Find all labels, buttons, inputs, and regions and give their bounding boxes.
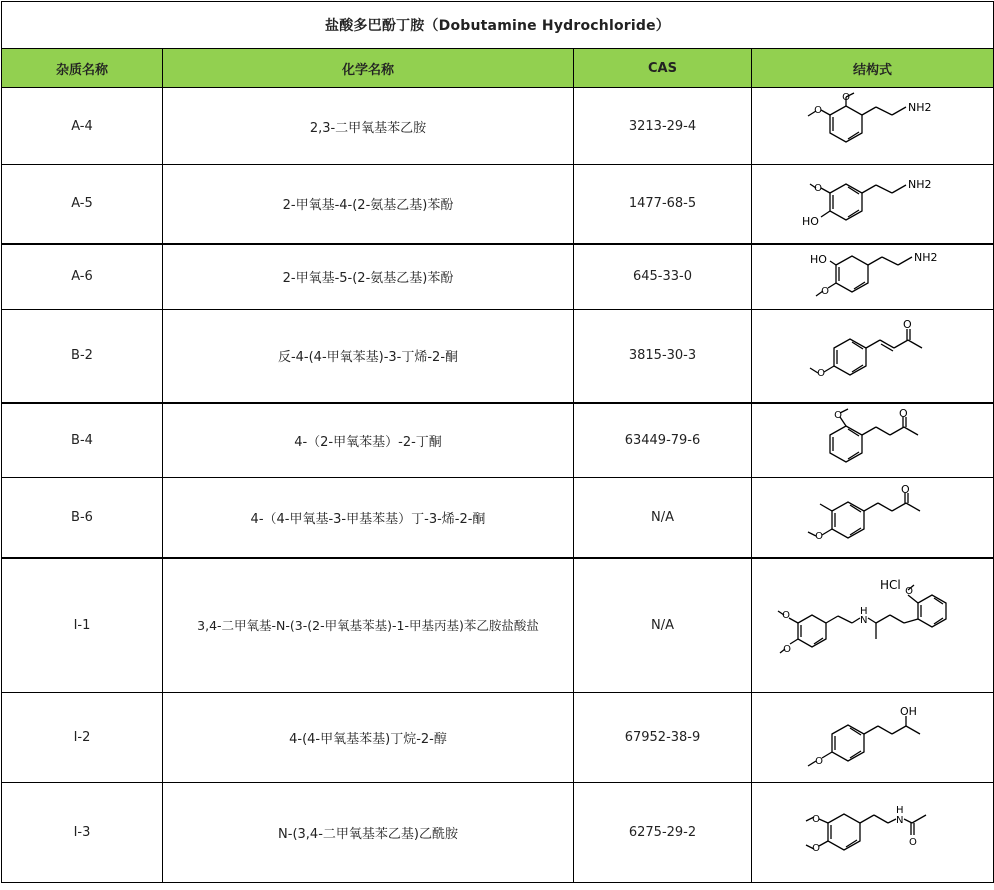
svg-text:O: O [811, 813, 820, 825]
structure-i1-diagram [758, 563, 988, 688]
cas-number: 67952-38-9 [574, 693, 752, 783]
structure-i2-diagram [788, 698, 958, 778]
structure-label: H [859, 605, 868, 617]
structure-cell [752, 88, 994, 165]
structure-label: O [902, 317, 912, 331]
header-impurity-name: 杂质名称 [2, 49, 163, 88]
structure-b4-diagram [788, 405, 958, 475]
table-title: 盐酸多巴酚丁胺（Dobutamine Hydrochloride） [2, 2, 994, 49]
cas-number: 3213-29-4 [574, 88, 752, 165]
table-row [2, 783, 994, 883]
svg-text:O: O [813, 182, 822, 194]
impurity-id: I-1 [2, 558, 163, 693]
svg-text:O: O [814, 531, 823, 543]
table-row [2, 165, 994, 244]
structure-cell [752, 165, 994, 244]
chemical-name: 2-甲氧基-5-(2-氨基乙基)苯酚 [163, 244, 574, 310]
structure-cell [752, 310, 994, 403]
structure-label: HO [809, 252, 827, 266]
structure-label: O [898, 407, 908, 421]
structure-b2-diagram [788, 316, 958, 396]
svg-text:O: O [813, 105, 822, 116]
structure-cell [752, 693, 994, 783]
impurity-id: I-2 [2, 693, 163, 783]
cas-number: 63449-79-6 [574, 403, 752, 478]
chemical-name: 4-（2-甲氧苯基）-2-丁酮 [163, 403, 574, 478]
cas-number: 3815-30-3 [574, 310, 752, 403]
svg-text:O: O [816, 367, 825, 379]
svg-text:N: N [895, 814, 903, 826]
svg-text:O: O [814, 755, 823, 767]
table-row [2, 310, 994, 403]
structure-a5-diagram [788, 169, 958, 239]
structure-b6-diagram [788, 481, 958, 553]
impurity-id: A-5 [2, 165, 163, 244]
impurity-id: I-3 [2, 783, 163, 883]
header-chemical-name: 化学名称 [163, 49, 574, 88]
table-row [2, 88, 994, 165]
structure-label: NH2 [913, 250, 938, 264]
svg-text:O: O [841, 92, 850, 103]
cas-number: N/A [574, 478, 752, 558]
svg-text:O: O [833, 410, 842, 422]
chemical-name: 反-4-(4-甲氧苯基)-3-丁烯-2-酮 [163, 310, 574, 403]
structure-a4-diagram [788, 91, 958, 161]
cas-number: N/A [574, 558, 752, 693]
table-row [2, 244, 994, 310]
table-row [2, 478, 994, 558]
structure-cell [752, 558, 994, 693]
cas-number: 6275-29-2 [574, 783, 752, 883]
table-row [2, 558, 994, 693]
chemical-name: 2,3-二甲氧基苯乙胺 [163, 88, 574, 165]
structure-cell [752, 403, 994, 478]
table-row [2, 403, 994, 478]
structure-label: HCl [879, 577, 901, 592]
chemical-name: N-(3,4-二甲氧基苯乙基)乙酰胺 [163, 783, 574, 883]
svg-text:O: O [811, 842, 820, 854]
impurity-id: A-4 [2, 88, 163, 165]
impurity-id: B-6 [2, 478, 163, 558]
structure-i3-diagram [788, 793, 958, 873]
svg-text:O: O [782, 643, 791, 655]
structure-cell [752, 478, 994, 558]
impurity-table [1, 1, 994, 883]
structure-label: HO [801, 214, 819, 228]
structure-label: O [908, 836, 917, 848]
structure-label: OH [899, 704, 917, 718]
svg-text:O: O [904, 585, 913, 597]
svg-text:N: N [859, 614, 867, 626]
header-cas: CAS [574, 49, 752, 88]
impurity-id: A-6 [2, 244, 163, 310]
cas-number: 1477-68-5 [574, 165, 752, 244]
header-row [2, 49, 994, 88]
structure-cell [752, 244, 994, 310]
impurity-id: B-4 [2, 403, 163, 478]
structure-label: NH2 [907, 101, 932, 114]
structure-cell [752, 783, 994, 883]
svg-text:O: O [820, 285, 829, 297]
table-row [2, 693, 994, 783]
structure-label: NH2 [907, 177, 932, 191]
chemical-name: 4-(4-甲氧基苯基)丁烷-2-醇 [163, 693, 574, 783]
structure-label: O [900, 483, 910, 497]
chemical-name: 2-甲氧基-4-(2-氨基乙基)苯酚 [163, 165, 574, 244]
impurity-id: B-2 [2, 310, 163, 403]
structure-a6-diagram [788, 247, 958, 307]
cas-number: 645-33-0 [574, 244, 752, 310]
svg-text:O: O [781, 609, 790, 621]
structure-label: H [895, 804, 904, 816]
chemical-name: 3,4-二甲氧基-N-(3-(2-甲氧基苯基)-1-甲基丙基)苯乙胺盐酸盐 [163, 558, 574, 693]
chemical-name: 4-（4-甲氧基-3-甲基苯基）丁-3-烯-2-酮 [163, 478, 574, 558]
header-structure: 结构式 [752, 49, 994, 88]
